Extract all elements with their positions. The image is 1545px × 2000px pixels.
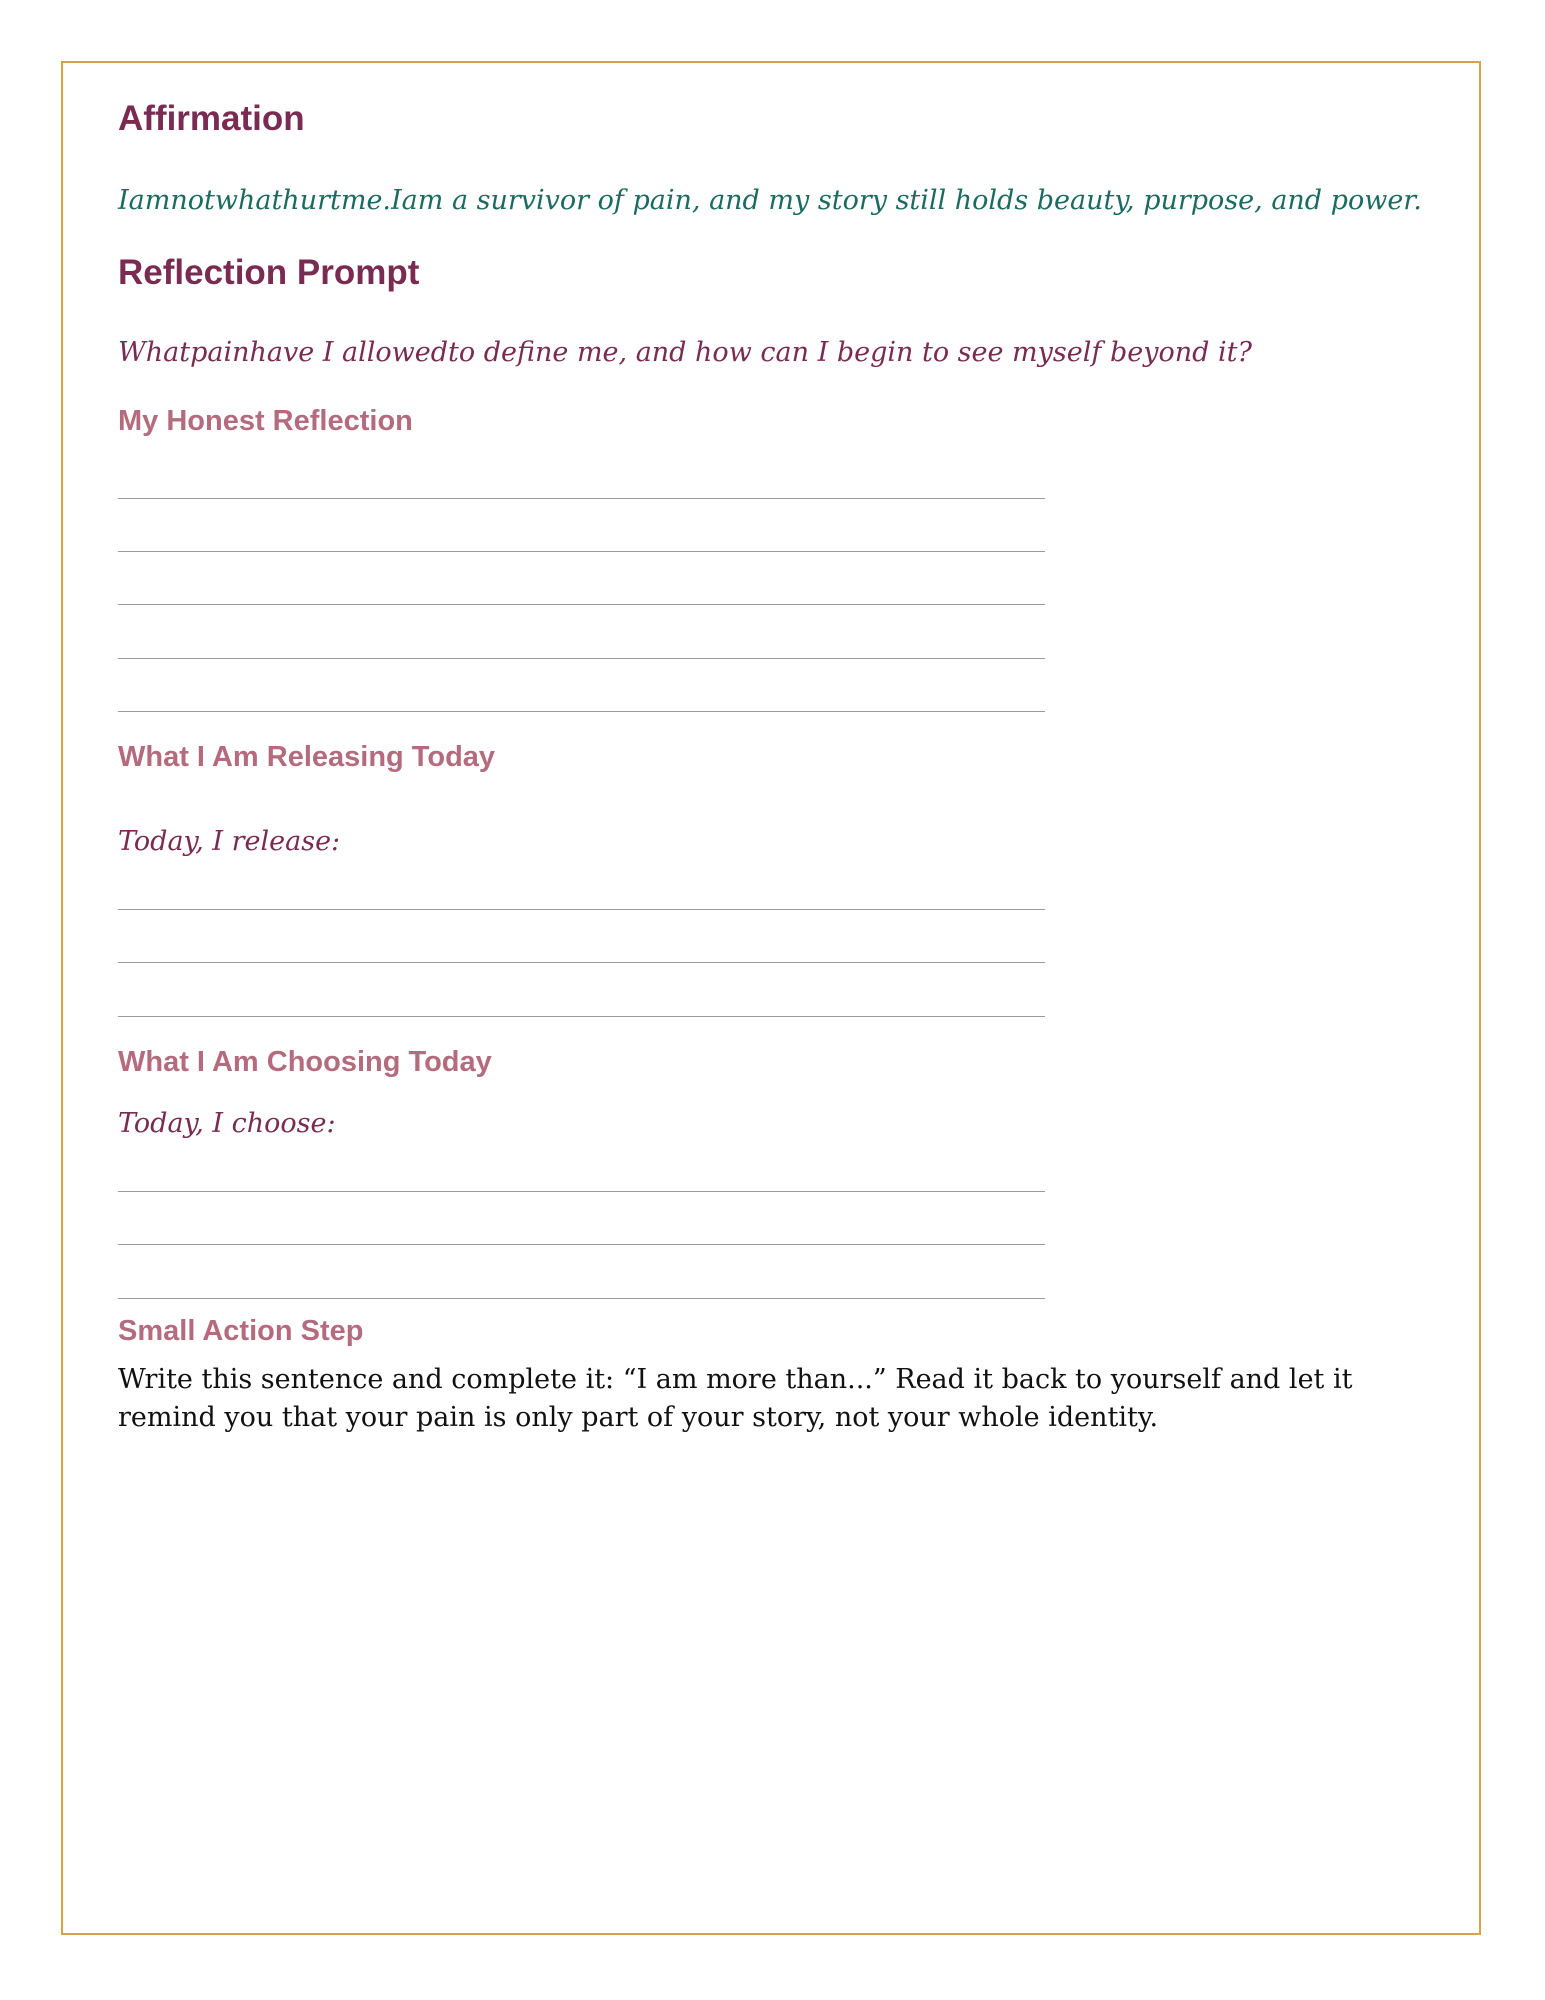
reflection-prompt-text: Whatpainhave I allowedto define me, and how can I begin to see myself beyond it?	[118, 337, 1252, 368]
affirmation-heading: Affirmation	[118, 99, 305, 138]
releasing-heading: What I Am Releasing Today	[118, 741, 496, 773]
honest-reflection-heading: My Honest Reflection	[118, 405, 413, 437]
reflection-writing-line[interactable]	[118, 604, 1045, 605]
choose-writing-line[interactable]	[118, 1298, 1045, 1299]
affirmation-text: Iamnotwhathurtme.Iam a survivor of pain, and my story still holds beauty, purpose, and power.	[118, 185, 1422, 216]
release-writing-line[interactable]	[118, 909, 1045, 910]
choose-writing-line[interactable]	[118, 1191, 1045, 1192]
choose-writing-line[interactable]	[118, 1244, 1045, 1245]
reflection-writing-line[interactable]	[118, 551, 1045, 552]
release-writing-line[interactable]	[118, 1016, 1045, 1017]
choosing-heading: What I Am Choosing Today	[118, 1046, 492, 1078]
reflection-writing-line[interactable]	[118, 711, 1045, 712]
reflection-prompt-heading: Reflection Prompt	[118, 253, 420, 292]
reflection-writing-line[interactable]	[118, 658, 1045, 659]
action-step-text: Write this sentence and complete it: “I am more than...” Read it back to yourself and let it remind you that your pain is only part of your story, not your whole identity.	[118, 1364, 1353, 1433]
releasing-prompt: Today, I release:	[118, 826, 341, 857]
release-writing-line[interactable]	[118, 962, 1045, 963]
reflection-writing-line[interactable]	[118, 498, 1045, 499]
action-step-heading: Small Action Step	[118, 1315, 364, 1347]
choosing-prompt: Today, I choose:	[118, 1108, 336, 1139]
